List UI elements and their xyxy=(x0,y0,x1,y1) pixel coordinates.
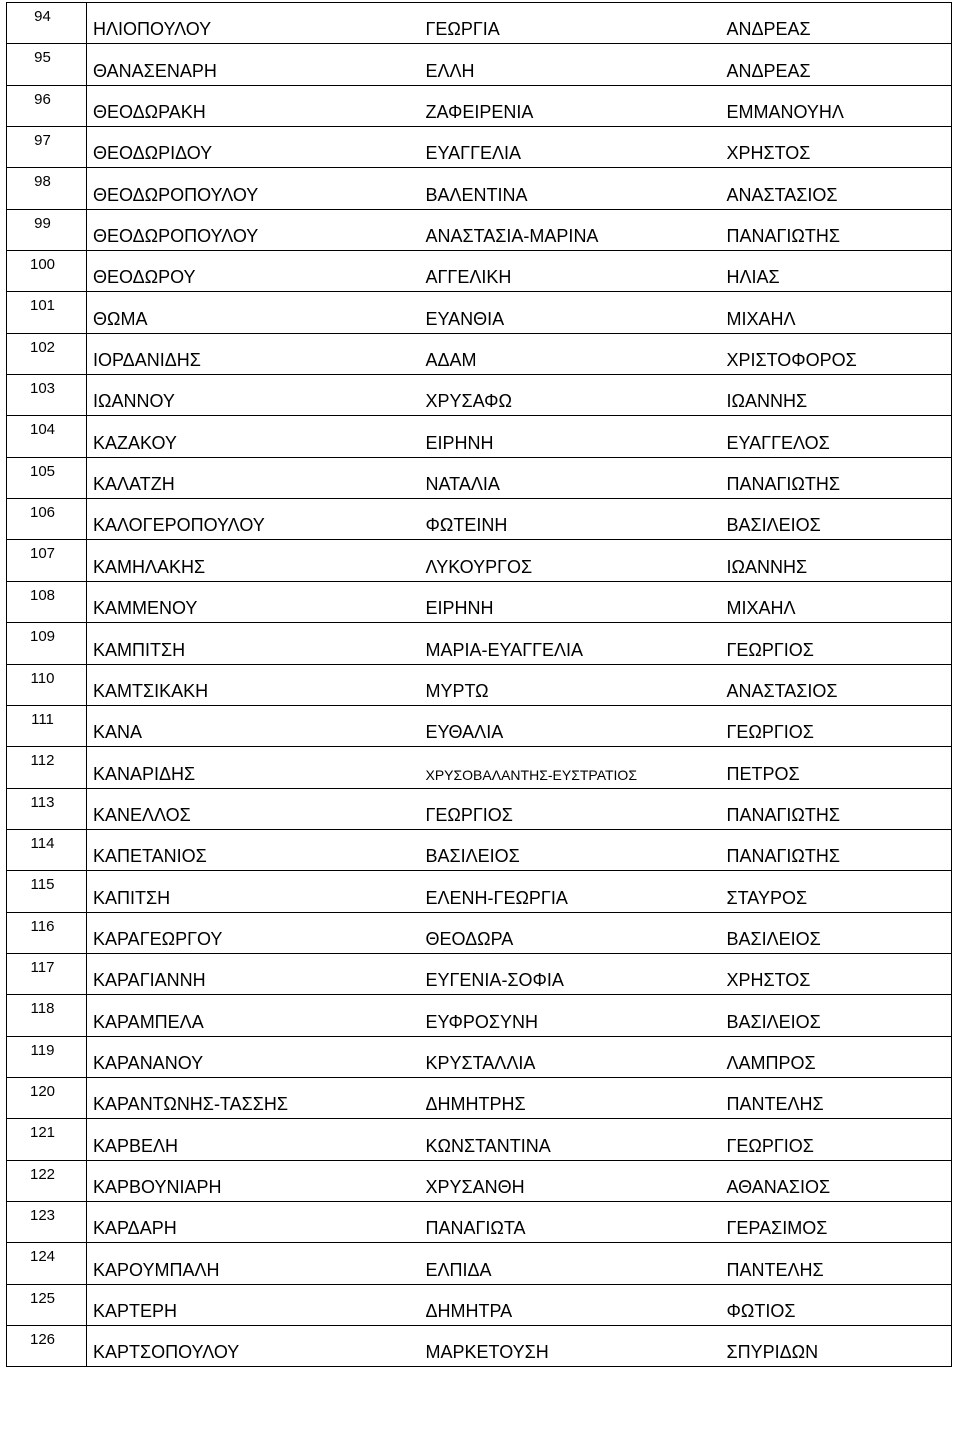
row-number xyxy=(7,705,87,746)
surname-cell-text: ΘΕΟΔΩΡΟΠΟΥΛΟΥ xyxy=(93,226,259,247)
first-name-cell xyxy=(420,1119,721,1160)
father-name-cell-text: ΑΝΑΣΤΑΣΙΟΣ xyxy=(726,184,838,205)
father-name-cell-text: ΧΡΗΣΤΟΣ xyxy=(726,143,811,164)
father-name-cell-text: ΓΕΡΑΣΙΜΟΣ xyxy=(726,1218,828,1239)
surname-cell-text: ΚΑΡΑΜΠΕΛΑ xyxy=(93,1011,204,1032)
row-number xyxy=(7,953,87,994)
first-name-cell-text: ΝΑΤΑΛΙΑ xyxy=(425,474,500,495)
surname-cell-text: ΚΑΠΙΤΣΗ xyxy=(93,887,171,908)
father-name-cell-text: ΧΡΗΣΤΟΣ xyxy=(726,970,811,991)
table-row xyxy=(7,1036,952,1077)
surname-cell xyxy=(87,1036,420,1077)
first-name-cell-text: ΕΥΦΡΟΣΥΝΗ xyxy=(425,1011,538,1032)
father-name-cell-text: ΣΤΑΥΡΟΣ xyxy=(726,887,808,908)
surname-cell xyxy=(87,1326,420,1367)
surname-cell xyxy=(87,333,420,374)
father-name-cell-text: ΦΩΤΙΟΣ xyxy=(726,1301,796,1321)
first-name-cell-text: ΠΑΝΑΓΙΩΤΑ xyxy=(425,1218,526,1239)
father-name-cell-text: ΑΝΔΡΕΑΣ xyxy=(726,60,811,81)
first-name-cell-text: ΜΑΡΙΑ-ΕΥΑΓΓΕΛΙΑ xyxy=(425,639,584,660)
surname-cell-text: ΗΛΙΟΠΟΥΛΟΥ xyxy=(93,19,212,40)
surname-cell-text: ΘΕΟΔΩΡΑΚΗ xyxy=(93,102,206,123)
table-body xyxy=(7,3,952,1367)
first-name-cell xyxy=(420,788,721,829)
first-name-cell-text: ΕΙΡΗΝΗ xyxy=(425,432,494,453)
row-number xyxy=(7,995,87,1036)
first-name-cell xyxy=(420,1243,721,1284)
surname-cell xyxy=(87,209,420,250)
row-number xyxy=(7,85,87,126)
father-name-cell-text: ΠΑΝΤΕΛΗΣ xyxy=(726,1094,824,1115)
table-row xyxy=(7,457,952,498)
table-row xyxy=(7,705,952,746)
first-name-cell-text: ΧΡΥΣΑΦΩ xyxy=(425,391,512,412)
table-row xyxy=(7,540,952,581)
first-name-cell-text: ΛΥΚΟΥΡΓΟΣ xyxy=(425,556,533,577)
surname-cell-text: ΚΑΛΑΤΖΗ xyxy=(93,474,175,495)
first-name-cell xyxy=(420,1160,721,1201)
first-name-cell-text: ΕΛΛΗ xyxy=(425,60,475,81)
table-row xyxy=(7,1119,952,1160)
father-name-cell-text: ΠΑΝΑΓΙΩΤΗΣ xyxy=(726,226,841,247)
surname-cell xyxy=(87,953,420,994)
surname-cell-text: ΚΑΜΠΙΤΣΗ xyxy=(93,639,186,660)
row-number-text: 101 xyxy=(29,297,56,315)
table-row xyxy=(7,581,952,622)
row-number xyxy=(7,416,87,457)
father-name-cell xyxy=(721,995,952,1036)
first-name-cell-text: ΚΡΥΣΤΑΛΛΙΑ xyxy=(425,1052,536,1073)
first-name-cell xyxy=(420,1284,721,1325)
surname-cell-text: ΘΑΝΑΣΕΝΑΡΗ xyxy=(93,60,217,81)
row-number xyxy=(7,623,87,664)
row-number xyxy=(7,871,87,912)
surname-cell xyxy=(87,1284,420,1325)
father-name-cell-text: ΑΝΔΡΕΑΣ xyxy=(726,19,811,40)
surname-cell xyxy=(87,1160,420,1201)
row-number-text: 109 xyxy=(29,628,56,646)
surname-cell xyxy=(87,292,420,333)
table-row xyxy=(7,1243,952,1284)
table-row xyxy=(7,209,952,250)
father-name-cell-text: ΗΛΙΑΣ xyxy=(726,267,780,288)
father-name-cell xyxy=(721,499,952,540)
father-name-cell-text: ΠΑΝΑΓΙΩΤΗΣ xyxy=(726,474,841,495)
first-name-cell xyxy=(420,457,721,498)
surname-cell xyxy=(87,416,420,457)
surname-cell-text: ΚΑΡΒΕΛΗ xyxy=(93,1135,179,1156)
first-name-cell xyxy=(420,44,721,85)
first-name-cell-text: ΕΥΑΝΘΙΑ xyxy=(425,308,505,329)
first-name-cell xyxy=(420,127,721,168)
row-number-text: 111 xyxy=(31,710,54,728)
table-row xyxy=(7,1160,952,1201)
row-number-text: 126 xyxy=(29,1331,56,1348)
surname-cell-text: ΚΑΡΟΥΜΠΑΛΗ xyxy=(93,1259,220,1280)
row-number-text: 124 xyxy=(29,1248,56,1266)
row-number-text: 114 xyxy=(30,834,55,852)
surname-cell-text: ΙΟΡΔΑΝΙΔΗΣ xyxy=(93,350,201,371)
father-name-cell-text: ΒΑΣΙΛΕΙΟΣ xyxy=(726,1011,821,1032)
surname-cell-text: ΚΑΝΕΛΛΟΣ xyxy=(93,804,191,825)
father-name-cell-text: ΜΙΧΑΗΛ xyxy=(726,598,796,619)
row-number xyxy=(7,251,87,292)
father-name-cell xyxy=(721,581,952,622)
surname-cell xyxy=(87,499,420,540)
father-name-cell-text: ΙΩΑΝΝΗΣ xyxy=(726,391,808,412)
first-name-cell xyxy=(420,1036,721,1077)
row-number-text: 106 xyxy=(29,504,56,522)
first-name-cell xyxy=(420,209,721,250)
surname-cell xyxy=(87,623,420,664)
row-number-text: 112 xyxy=(30,752,55,770)
row-number xyxy=(7,292,87,333)
first-name-cell-text: ΖΑΦΕΙΡΕΝΙΑ xyxy=(425,102,534,123)
row-number xyxy=(7,457,87,498)
row-number-text: 110 xyxy=(30,669,55,687)
row-number xyxy=(7,829,87,870)
first-name-cell-text: ΑΓΓΕΛΙΚΗ xyxy=(425,267,512,288)
row-number xyxy=(7,375,87,416)
surname-cell-text: ΚΑΡΔΑΡΗ xyxy=(93,1218,177,1239)
father-name-cell-text: ΛΑΜΠΡΟΣ xyxy=(726,1052,816,1073)
father-name-cell-text: ΑΝΑΣΤΑΣΙΟΣ xyxy=(726,680,838,701)
table-row xyxy=(7,664,952,705)
first-name-cell xyxy=(420,1077,721,1118)
first-name-cell-text: ΕΙΡΗΝΗ xyxy=(425,598,494,619)
surname-cell-text: ΚΑΜΜΕΝΟΥ xyxy=(93,598,198,619)
table-row xyxy=(7,85,952,126)
surname-cell-text: ΚΑΠΕΤΑΝΙΟΣ xyxy=(93,846,207,867)
first-name-cell xyxy=(420,871,721,912)
surname-cell-text: ΚΑΡΑΝΑΝΟΥ xyxy=(93,1052,204,1073)
surname-cell-text: ΚΑΡΑΓΕΩΡΓΟΥ xyxy=(93,928,223,949)
first-name-cell xyxy=(420,251,721,292)
row-number-text: 102 xyxy=(29,338,56,356)
father-name-cell xyxy=(721,1243,952,1284)
row-number-text: 113 xyxy=(30,793,55,811)
table-row xyxy=(7,1077,952,1118)
father-name-cell xyxy=(721,705,952,746)
surname-cell xyxy=(87,747,420,788)
table-row xyxy=(7,1201,952,1242)
row-number-text: 105 xyxy=(29,462,56,480)
surname-cell xyxy=(87,1119,420,1160)
father-name-cell xyxy=(721,1284,952,1325)
surname-cell-text: ΚΑΝΑΡΙΔΗΣ xyxy=(93,763,196,784)
father-name-cell xyxy=(721,747,952,788)
father-name-cell xyxy=(721,168,952,209)
surname-cell-text: ΚΑΛΟΓΕΡΟΠΟΥΛΟΥ xyxy=(93,515,265,536)
surname-cell xyxy=(87,85,420,126)
surname-cell xyxy=(87,540,420,581)
surname-cell-text: ΚΑΡΤΕΡΗ xyxy=(93,1301,178,1321)
father-name-cell xyxy=(721,375,952,416)
father-name-cell-text: ΓΕΩΡΓΙΟΣ xyxy=(726,722,814,743)
row-number xyxy=(7,1036,87,1077)
father-name-cell xyxy=(721,457,952,498)
father-name-cell-text: ΓΕΩΡΓΙΟΣ xyxy=(726,1135,814,1156)
first-name-cell xyxy=(420,581,721,622)
surname-cell-text: ΚΑΝΑ xyxy=(93,722,143,743)
row-number xyxy=(7,1326,87,1367)
first-name-cell-text: ΑΝΑΣΤΑΣΙΑ-ΜΑΡΙΝΑ xyxy=(425,226,599,247)
row-number xyxy=(7,1077,87,1118)
table-row xyxy=(7,251,952,292)
surname-cell-text: ΘΕΟΔΩΡΙΔΟΥ xyxy=(93,143,213,164)
first-name-cell-text: ΒΑΣΙΛΕΙΟΣ xyxy=(425,846,520,867)
surname-cell-text: ΚΑΜΤΣΙΚΑΚΗ xyxy=(93,680,209,701)
first-name-cell xyxy=(420,3,721,44)
table-row xyxy=(7,292,952,333)
father-name-cell xyxy=(721,829,952,870)
row-number-text: 122 xyxy=(29,1165,56,1183)
row-number xyxy=(7,1160,87,1201)
row-number xyxy=(7,3,87,44)
surname-cell xyxy=(87,127,420,168)
first-name-cell-text: ΔΗΜΗΤΡΑ xyxy=(425,1301,513,1321)
row-number-text: 120 xyxy=(29,1082,56,1100)
row-number-text: 96 xyxy=(34,90,51,108)
first-name-cell xyxy=(420,953,721,994)
table-row xyxy=(7,3,952,44)
surname-cell xyxy=(87,251,420,292)
surname-cell xyxy=(87,168,420,209)
table-row xyxy=(7,788,952,829)
father-name-cell xyxy=(721,871,952,912)
table-row xyxy=(7,375,952,416)
father-name-cell-text: ΜΙΧΑΗΛ xyxy=(726,308,796,329)
first-name-cell xyxy=(420,747,721,788)
father-name-cell-text: ΕΜΜΑΝΟΥΗΛ xyxy=(726,102,844,123)
row-number-text: 118 xyxy=(30,1000,55,1018)
surname-cell xyxy=(87,1243,420,1284)
surname-cell xyxy=(87,664,420,705)
table-row xyxy=(7,127,952,168)
father-name-cell xyxy=(721,953,952,994)
row-number-text: 103 xyxy=(29,380,56,398)
table-row xyxy=(7,44,952,85)
father-name-cell-text: ΙΩΑΝΝΗΣ xyxy=(726,556,808,577)
row-number-text: 104 xyxy=(29,421,56,439)
first-name-cell xyxy=(420,540,721,581)
row-number xyxy=(7,664,87,705)
row-number xyxy=(7,127,87,168)
first-name-cell xyxy=(420,168,721,209)
father-name-cell-text: ΠΕΤΡΟΣ xyxy=(726,763,800,784)
surname-cell xyxy=(87,1077,420,1118)
father-name-cell xyxy=(721,3,952,44)
row-number-text: 125 xyxy=(29,1289,56,1307)
first-name-cell xyxy=(420,499,721,540)
surname-cell-text: ΚΑΜΗΛΑΚΗΣ xyxy=(93,556,206,577)
row-number xyxy=(7,581,87,622)
table-row xyxy=(7,912,952,953)
row-number xyxy=(7,1243,87,1284)
surname-cell xyxy=(87,829,420,870)
first-name-cell-text: ΕΛΕΝΗ-ΓΕΩΡΓΙΑ xyxy=(425,887,568,908)
row-number xyxy=(7,44,87,85)
father-name-cell xyxy=(721,292,952,333)
first-name-cell xyxy=(420,705,721,746)
surname-cell-text: ΚΑΡΑΓΙΑΝΝΗ xyxy=(93,970,206,991)
table-row xyxy=(7,1326,952,1367)
first-name-cell-text: ΕΛΠΙΔΑ xyxy=(425,1259,492,1280)
father-name-cell xyxy=(721,1201,952,1242)
table-row xyxy=(7,333,952,374)
father-name-cell-text: ΣΠΥΡΙΔΩΝ xyxy=(726,1342,819,1363)
father-name-cell xyxy=(721,44,952,85)
row-number-text: 95 xyxy=(34,49,51,67)
first-name-cell-text: ΧΡΥΣΑΝΘΗ xyxy=(425,1176,525,1197)
first-name-cell-text: ΘΕΟΔΩΡΑ xyxy=(425,928,514,949)
table-row xyxy=(7,829,952,870)
father-name-cell xyxy=(721,788,952,829)
surname-cell xyxy=(87,788,420,829)
first-name-cell xyxy=(420,1326,721,1367)
surname-cell-text: ΚΑΡΒΟΥΝΙΑΡΗ xyxy=(93,1176,222,1197)
table-row xyxy=(7,416,952,457)
father-name-cell xyxy=(721,1160,952,1201)
father-name-cell xyxy=(721,127,952,168)
row-number-text: 98 xyxy=(34,173,51,191)
row-number-text: 108 xyxy=(29,586,56,604)
row-number xyxy=(7,209,87,250)
table-row xyxy=(7,747,952,788)
row-number-text: 115 xyxy=(30,876,55,894)
first-name-cell xyxy=(420,333,721,374)
father-name-cell xyxy=(721,623,952,664)
father-name-cell-text: ΧΡΙΣΤΟΦΟΡΟΣ xyxy=(726,350,857,371)
father-name-cell-text: ΠΑΝΑΓΙΩΤΗΣ xyxy=(726,846,841,867)
row-number xyxy=(7,499,87,540)
father-name-cell xyxy=(721,416,952,457)
row-number-text: 123 xyxy=(29,1206,56,1224)
father-name-cell xyxy=(721,912,952,953)
row-number-text: 116 xyxy=(30,917,55,935)
father-name-cell xyxy=(721,1326,952,1367)
first-name-cell xyxy=(420,995,721,1036)
father-name-cell-text: ΓΕΩΡΓΙΟΣ xyxy=(726,639,814,660)
father-name-cell xyxy=(721,85,952,126)
surname-cell-text: ΚΑΡΤΣΟΠΟΥΛΟΥ xyxy=(93,1342,240,1363)
father-name-cell xyxy=(721,1036,952,1077)
row-number-text: 121 xyxy=(29,1124,56,1142)
row-number xyxy=(7,1284,87,1325)
father-name-cell xyxy=(721,1077,952,1118)
first-name-cell-text: ΦΩΤΕΙΝΗ xyxy=(425,515,508,536)
first-name-cell xyxy=(420,623,721,664)
row-number-text: 107 xyxy=(29,545,56,563)
table-row xyxy=(7,995,952,1036)
surname-cell-text: ΚΑΡΑΝΤΩΝΗΣ-ΤΑΣΣΗΣ xyxy=(93,1094,288,1115)
first-name-cell xyxy=(420,375,721,416)
first-name-cell xyxy=(420,829,721,870)
first-name-cell xyxy=(420,85,721,126)
surname-cell xyxy=(87,705,420,746)
first-name-cell-text: ΕΥΘΑΛΙΑ xyxy=(425,722,504,743)
father-name-cell-text: ΒΑΣΙΛΕΙΟΣ xyxy=(726,928,821,949)
row-number xyxy=(7,747,87,788)
surname-cell-text: ΘΕΟΔΩΡΟΠΟΥΛΟΥ xyxy=(93,184,259,205)
table-row xyxy=(7,623,952,664)
table-row xyxy=(7,168,952,209)
father-name-cell-text: ΠΑΝΤΕΛΗΣ xyxy=(726,1259,824,1280)
row-number-text: 99 xyxy=(34,214,51,232)
table-row xyxy=(7,953,952,994)
surname-cell xyxy=(87,44,420,85)
row-number-text: 119 xyxy=(30,1041,55,1059)
row-number-text: 100 xyxy=(29,256,56,274)
first-name-cell-text: ΑΔΑΜ xyxy=(425,350,477,371)
row-number xyxy=(7,540,87,581)
surname-cell xyxy=(87,581,420,622)
father-name-cell xyxy=(721,209,952,250)
row-number-text: 117 xyxy=(30,958,55,976)
table-row xyxy=(7,1284,952,1325)
first-name-cell xyxy=(420,664,721,705)
father-name-cell-text: ΠΑΝΑΓΙΩΤΗΣ xyxy=(726,804,841,825)
surname-cell xyxy=(87,871,420,912)
first-name-cell-text: ΕΥΑΓΓΕΛΙΑ xyxy=(425,143,522,164)
first-name-cell-text: ΓΕΩΡΓΙΑ xyxy=(425,19,500,40)
first-name-cell xyxy=(420,416,721,457)
table-row xyxy=(7,871,952,912)
table-row xyxy=(7,499,952,540)
first-name-cell xyxy=(420,912,721,953)
surname-cell-text: ΙΩΑΝΝΟΥ xyxy=(93,391,175,412)
first-name-cell-text: ΒΑΛΕΝΤΙΝΑ xyxy=(425,184,528,205)
surname-cell xyxy=(87,1201,420,1242)
surname-cell xyxy=(87,3,420,44)
father-name-cell-text: ΒΑΣΙΛΕΙΟΣ xyxy=(726,515,821,536)
surname-cell xyxy=(87,912,420,953)
row-number xyxy=(7,168,87,209)
surname-cell-text: ΚΑΖΑΚΟΥ xyxy=(93,432,177,453)
first-name-cell-text: ΕΥΓΕΝΙΑ-ΣΟΦΙΑ xyxy=(425,970,564,991)
father-name-cell xyxy=(721,333,952,374)
surname-cell xyxy=(87,457,420,498)
father-name-cell xyxy=(721,664,952,705)
row-number xyxy=(7,912,87,953)
row-number xyxy=(7,333,87,374)
names-table xyxy=(6,2,952,1367)
surname-cell-text: ΘΕΟΔΩΡΟΥ xyxy=(93,267,196,288)
first-name-cell xyxy=(420,1201,721,1242)
row-number xyxy=(7,788,87,829)
father-name-cell-text: ΕΥΑΓΓΕΛΟΣ xyxy=(726,432,830,453)
father-name-cell xyxy=(721,540,952,581)
surname-cell xyxy=(87,995,420,1036)
row-number xyxy=(7,1201,87,1242)
surname-cell-text: ΘΩΜΑ xyxy=(93,308,148,329)
first-name-cell xyxy=(420,292,721,333)
row-number-text: 94 xyxy=(34,8,51,25)
father-name-cell-text: ΑΘΑΝΑΣΙΟΣ xyxy=(726,1176,831,1197)
first-name-cell-text: ΜΥΡΤΩ xyxy=(425,680,489,701)
surname-cell xyxy=(87,375,420,416)
father-name-cell xyxy=(721,251,952,292)
first-name-cell-text: ΔΗΜΗΤΡΗΣ xyxy=(425,1094,526,1115)
first-name-cell-text: ΜΑΡΚΕΤΟΥΣΗ xyxy=(425,1342,549,1363)
row-number xyxy=(7,1119,87,1160)
row-number-text: 97 xyxy=(34,132,51,150)
father-name-cell xyxy=(721,1119,952,1160)
first-name-cell-text: ΧΡΥΣΟΒΑΛΑΝΤΗΣ-ΕΥΣΤΡΑΤΙΟΣ xyxy=(425,766,637,783)
first-name-cell-text: ΚΩΝΣΤΑΝΤΙΝΑ xyxy=(425,1135,551,1156)
first-name-cell-text: ΓΕΩΡΓΙΟΣ xyxy=(425,804,513,825)
